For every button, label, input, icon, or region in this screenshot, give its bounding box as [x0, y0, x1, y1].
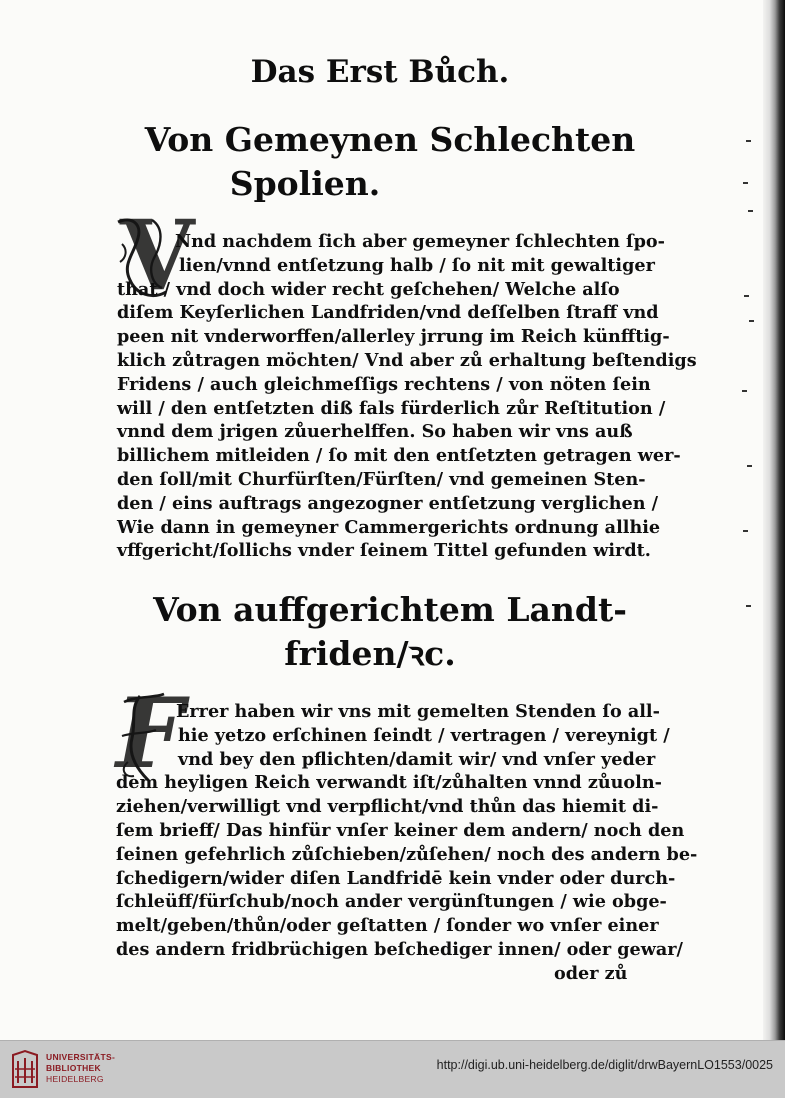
text-line: Wie dann in gemeyner Cammergerichts ordnung allhie: [117, 516, 661, 538]
section-1-body: [117, 230, 697, 563]
initial-letter: F: [116, 677, 185, 790]
text-line: ſem brieff/ Das hinfür vnſer keiner dem andern/ noch den: [116, 819, 685, 841]
library-name[interactable]: [46, 1052, 115, 1085]
text-line: vffgericht/ſollichs vnder ſeinem Tittel gefunden wirdt.: [117, 540, 651, 562]
book-title: Das Erst Bůch.: [250, 54, 510, 90]
text-line: den ſoll/mit Churfürſten/Fürſten/ vnd gemeinen Sten-: [117, 468, 646, 490]
library-name-line: BIBLIOTHEK: [46, 1063, 101, 1073]
text-line: vnnd dem jrigen zůuerhelffen. So haben wir vns auß: [117, 421, 633, 443]
text-line: lien/vnnd entſetzung halb / ſo nit mit gewaltiger: [179, 254, 655, 276]
text-line: Nnd nachdem ſich aber gemeyner ſchlechten ſpo-: [175, 231, 665, 252]
section-1-heading-line: Spolien.: [229, 164, 381, 203]
permalink-url[interactable]: http://digi.ub.uni-heidelberg.de/diglit/drwBayernLO1553/0025: [436, 1058, 773, 1072]
text-line: ſchleüff/fürſchub/noch ander vergünſtungen / wie obge-: [116, 891, 667, 913]
section-2-body: [116, 700, 698, 986]
text-line: ziehen/verwilligt vnd verpflicht/vnd thůn das hiemit di-: [116, 796, 659, 818]
library-name-line: UNIVERSITÄTS-: [46, 1052, 116, 1062]
text-line: peen nit vnderworffen/allerley jrrung im Reich künfftig-: [117, 326, 670, 348]
text-line: diſem Keyſerlichen Landfriden/vnd deſſelben ſtraff vnd: [117, 302, 659, 324]
text-line: den / eins auftrags angezogner entſetzung verglichen /: [117, 492, 659, 514]
section-2-heading: [20, 588, 760, 676]
section-1-heading-line: Von Gemeynen Schlechten: [144, 120, 636, 159]
text-line: dem heyligen Reich verwandt iſt/zůhalten vnnd zůuoln-: [116, 772, 662, 794]
page-edge-shadow: [763, 0, 785, 1040]
text-line: will / den entſetzten diß fals fürderlich zůr Reſtitution /: [117, 397, 666, 419]
text-line: Fridens / auch gleichmeſſigs rechtens / von nöten ſein: [117, 373, 651, 395]
text-line: hie yetzo erſchinen ſeindt / vertragen / vereynigt /: [178, 724, 670, 746]
section-1-heading: [20, 118, 760, 206]
initial-letter: V: [120, 199, 195, 312]
text-line: ſeinen gefehrlich zůſchieben/zůſehen/ noch des andern be-: [116, 843, 698, 865]
text-line: Errer haben wir vns mit gemelten Stenden ſo all-: [176, 701, 660, 722]
section-2-heading-line: Von auffgerichtem Landt-: [153, 590, 627, 629]
text-line: des andern fridbrüchigen beſchediger innen/ oder gewar/: [116, 938, 683, 960]
university-library-logo-icon[interactable]: [10, 1049, 40, 1089]
text-line: oder zů: [554, 962, 628, 984]
section-2-heading-line: friden/ꝛc.: [284, 634, 456, 673]
text-line: that / vnd doch wider recht geſchehen/ Welche alſo: [117, 278, 620, 300]
text-line: melt/geben/thůn/oder geſtatten / ſonder wo vnſer einer: [116, 915, 659, 937]
text-line: klich zůtragen möchten/ Vnd aber zů erhaltung beſtendigs: [117, 349, 697, 371]
text-line: vnd bey den pflichten/damit wir/ vnd vnſer yeder: [178, 748, 656, 770]
text-line: billichem mitleiden / ſo mit den entſetzten getragen wer-: [117, 445, 681, 467]
text-line: ſchedigern/wider diſen Landfridē kein vnder oder durch-: [116, 867, 676, 889]
viewer-footer: [0, 1040, 785, 1098]
library-name-line: HEIDELBERG: [46, 1074, 104, 1084]
